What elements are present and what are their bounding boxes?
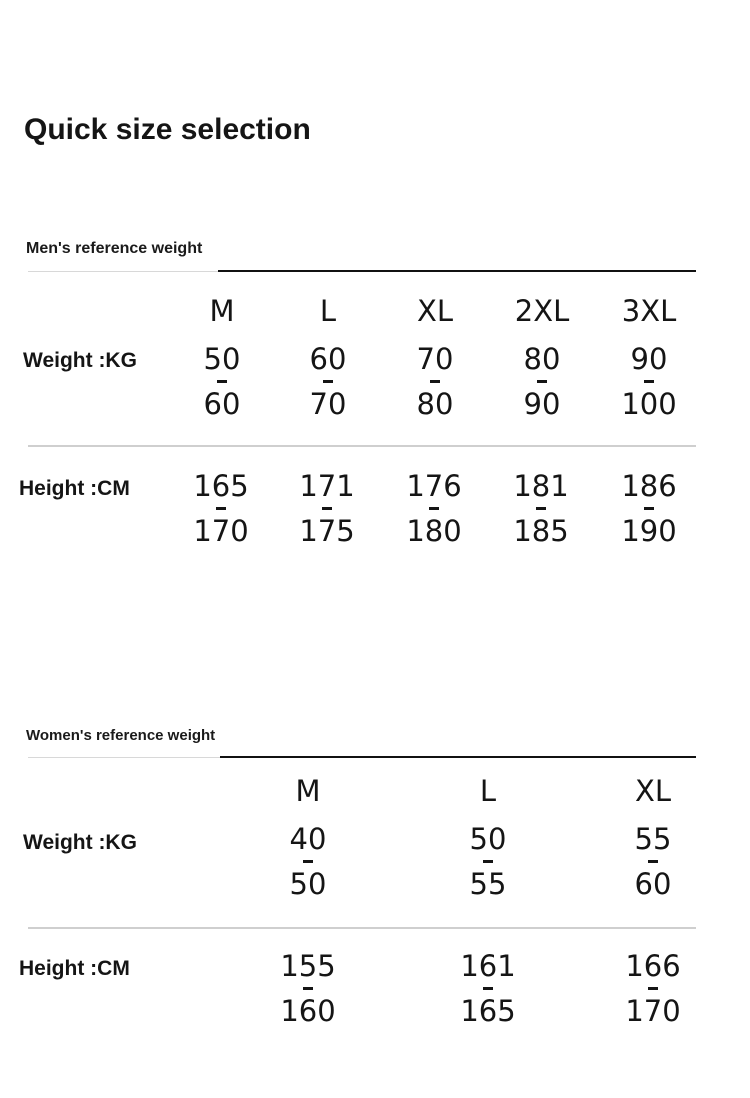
women-weight-xl — [593, 822, 713, 901]
range-min: 55 — [634, 822, 672, 856]
range-min: 161 — [460, 949, 516, 983]
women-weight-label: Weight :KG — [23, 831, 137, 854]
page-title: Quick size selection — [24, 113, 311, 146]
range-dash — [644, 380, 654, 383]
range-max: 170 — [193, 514, 249, 548]
range-max: 180 — [406, 514, 462, 548]
men-size-m: M — [209, 294, 235, 328]
range-dash — [483, 860, 493, 863]
range-dash — [536, 507, 546, 510]
women-size-xl: XL — [634, 774, 672, 808]
range-max: 55 — [469, 867, 507, 901]
men-weight-3xl — [589, 342, 709, 421]
range-dash — [644, 507, 654, 510]
women-weight-l — [428, 822, 548, 901]
range-dash — [483, 987, 493, 990]
men-height-xl — [374, 469, 494, 548]
women-divider-thick — [220, 756, 696, 758]
men-row-divider — [28, 445, 696, 447]
range-min: 60 — [309, 342, 347, 376]
range-max: 100 — [621, 387, 677, 421]
range-dash — [323, 380, 333, 383]
men-size-2xl: 2XL — [514, 294, 570, 328]
range-min: 70 — [416, 342, 454, 376]
range-dash — [537, 380, 547, 383]
women-divider-thin — [28, 757, 220, 758]
men-weight-l — [268, 342, 388, 421]
men-weight-m — [162, 342, 282, 421]
range-min: 40 — [289, 822, 327, 856]
men-height-l — [267, 469, 387, 548]
range-dash — [430, 380, 440, 383]
men-section-label: Men's reference weight — [26, 240, 203, 257]
range-min: 80 — [523, 342, 561, 376]
range-max: 60 — [634, 867, 672, 901]
range-min: 50 — [203, 342, 241, 376]
men-weight-xl — [375, 342, 495, 421]
range-min: 171 — [299, 469, 355, 503]
men-size-l: L — [319, 294, 337, 328]
range-dash — [322, 507, 332, 510]
range-min: 90 — [630, 342, 668, 376]
range-min: 166 — [625, 949, 681, 983]
women-row-divider — [28, 927, 696, 929]
range-min: 186 — [621, 469, 677, 503]
range-max: 170 — [625, 994, 681, 1028]
range-max: 90 — [523, 387, 561, 421]
range-dash — [648, 860, 658, 863]
men-height-2xl — [481, 469, 601, 548]
range-dash — [429, 507, 439, 510]
range-min: 155 — [280, 949, 336, 983]
range-max: 60 — [203, 387, 241, 421]
range-min: 176 — [406, 469, 462, 503]
women-weight-m — [248, 822, 368, 901]
range-min: 181 — [513, 469, 569, 503]
women-size-l: L — [479, 774, 497, 808]
range-max: 70 — [309, 387, 347, 421]
men-divider-thick — [218, 270, 696, 272]
men-height-m — [161, 469, 281, 548]
range-max: 175 — [299, 514, 355, 548]
range-dash — [648, 987, 658, 990]
women-height-m — [248, 949, 368, 1028]
men-size-xl: XL — [416, 294, 454, 328]
range-dash — [303, 987, 313, 990]
range-min: 165 — [193, 469, 249, 503]
men-height-3xl — [589, 469, 709, 548]
range-max: 165 — [460, 994, 516, 1028]
women-section-label: Women's reference weight — [26, 727, 216, 744]
range-dash — [217, 380, 227, 383]
range-max: 160 — [280, 994, 336, 1028]
range-dash — [216, 507, 226, 510]
men-weight-2xl — [482, 342, 602, 421]
range-max: 80 — [416, 387, 454, 421]
women-height-xl — [593, 949, 713, 1028]
men-size-3xl: 3XL — [621, 294, 677, 328]
women-height-l — [428, 949, 548, 1028]
men-weight-label: Weight :KG — [23, 349, 137, 372]
range-min: 50 — [469, 822, 507, 856]
men-divider-thin — [28, 271, 218, 272]
range-dash — [303, 860, 313, 863]
women-size-m: M — [295, 774, 321, 808]
range-max: 190 — [621, 514, 677, 548]
range-max: 50 — [289, 867, 327, 901]
men-height-label: Height :CM — [19, 477, 130, 500]
range-max: 185 — [513, 514, 569, 548]
women-height-label: Height :CM — [19, 957, 130, 980]
